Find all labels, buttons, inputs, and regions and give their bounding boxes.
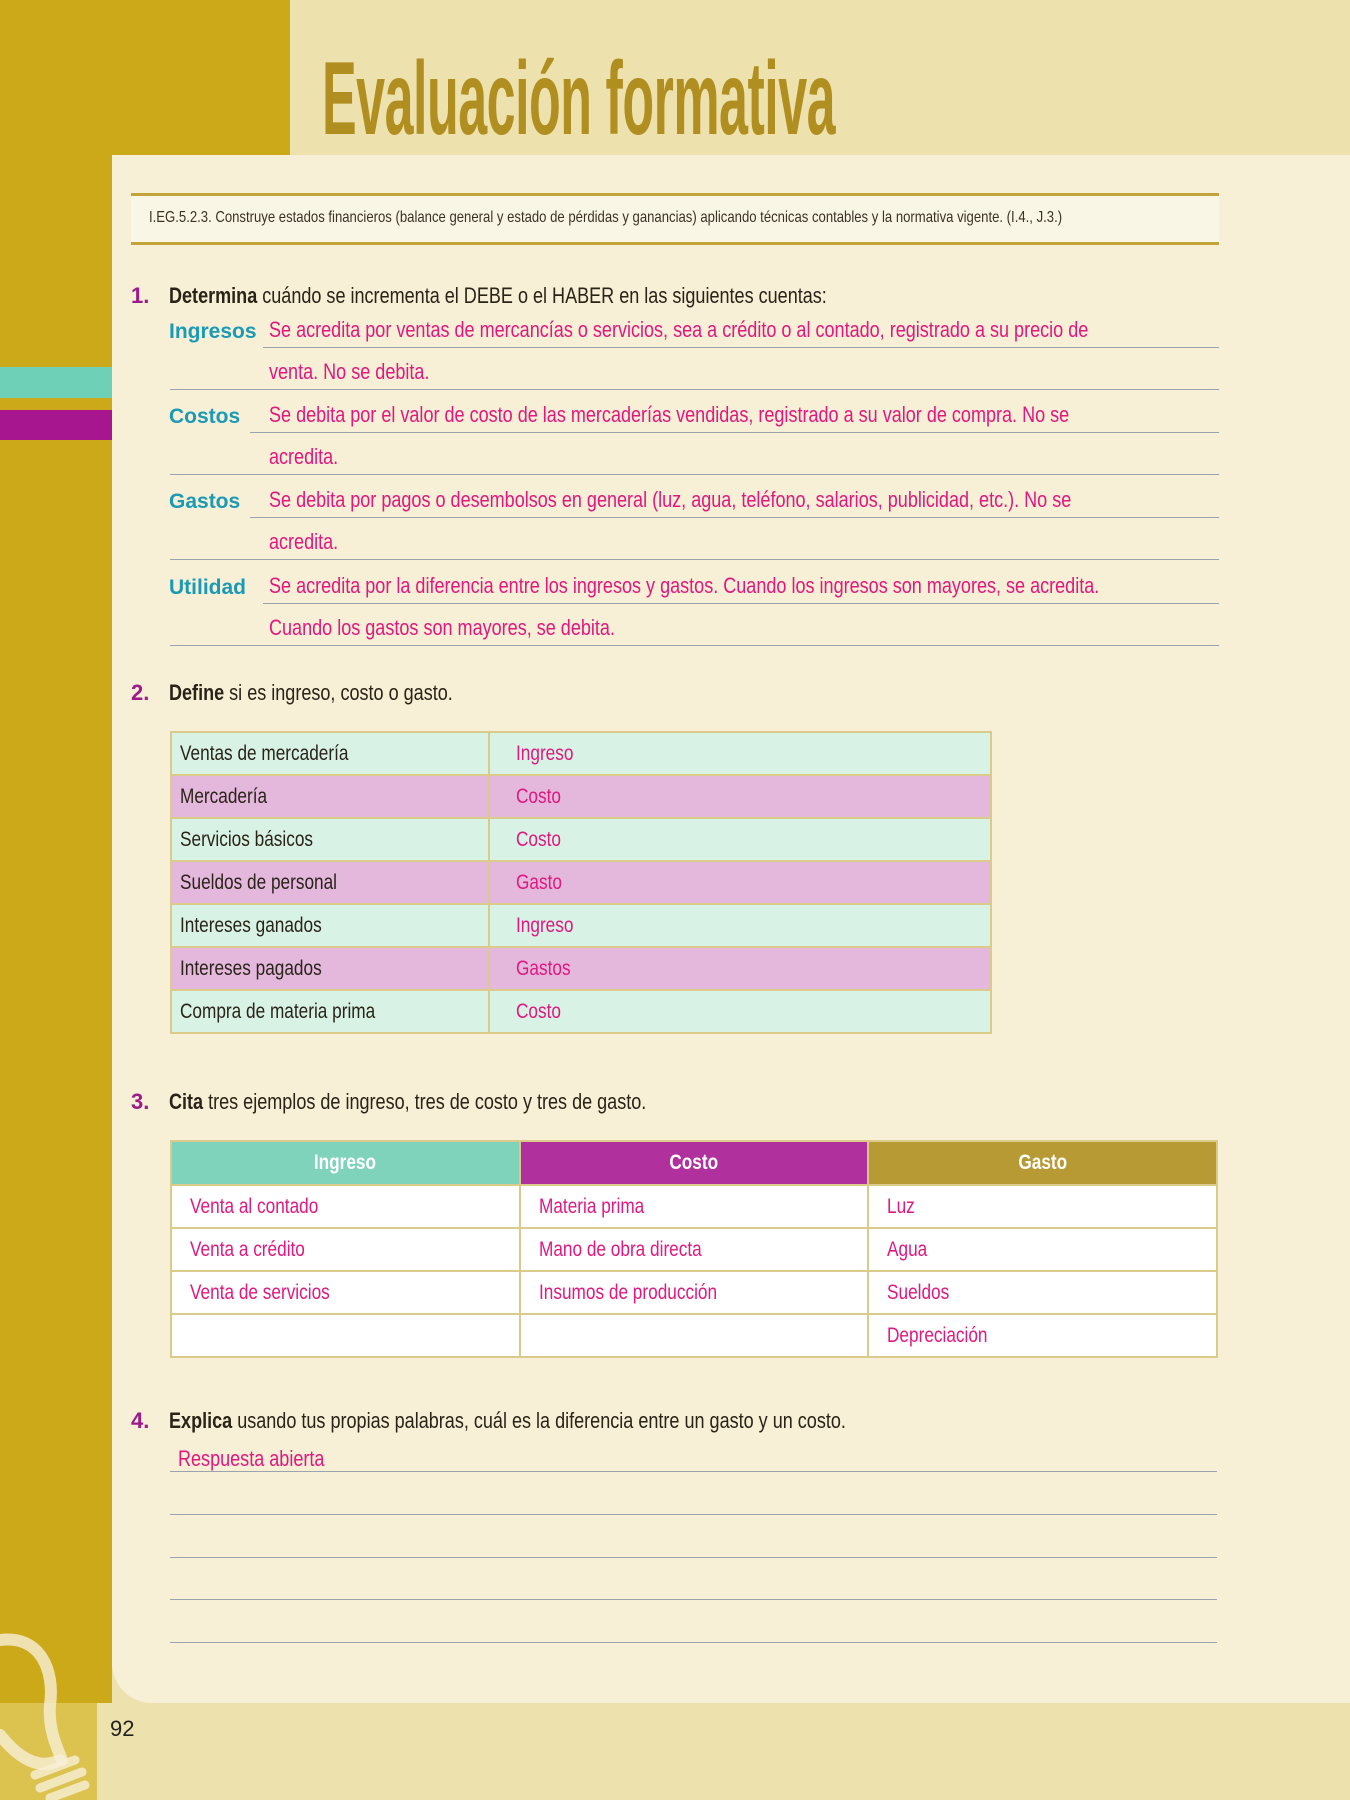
answer-line (170, 1557, 1217, 1558)
item-cell: Sueldos de personal (171, 861, 489, 904)
account-label: Utilidad (169, 576, 246, 599)
account-label: Costos (169, 405, 241, 428)
answer-cell[interactable]: Costo (489, 818, 991, 861)
answer-text[interactable]: Se acredita por la diferencia entre los ingresos y gastos. Cuando los ingresos son mayores, se acredita. (269, 573, 1100, 598)
answer-cell[interactable]: Ingreso (489, 732, 991, 775)
magenta-tab-marker (0, 410, 112, 440)
item-cell: Servicios básicos (171, 818, 489, 861)
page-title: Evaluación formativa (322, 41, 836, 157)
answer-line (170, 645, 1219, 646)
question-number: 3. (131, 1089, 150, 1114)
question-verb: Explica (169, 1408, 233, 1433)
question-verb: Determina (169, 283, 258, 308)
table-row (171, 1228, 1217, 1271)
examples-table (170, 1140, 1218, 1358)
table-row (171, 861, 991, 904)
table-row (171, 904, 991, 947)
answer-line (170, 389, 1219, 390)
item-cell: Compra de materia prima (171, 990, 489, 1033)
question-text: tres ejemplos de ingreso, tres de costo y tres de gasto. (203, 1089, 647, 1114)
item-cell: Intereses pagados (171, 947, 489, 990)
account-label: Ingresos (169, 320, 257, 343)
answer-cell[interactable]: Insumos de producción (520, 1271, 869, 1314)
item-cell: Ventas de mercadería (171, 732, 489, 775)
table-row (171, 818, 991, 861)
answer-cell[interactable]: Venta a crédito (171, 1228, 520, 1271)
left-gold-band (0, 0, 112, 1703)
answer-text[interactable]: venta. No se debita. (269, 359, 430, 384)
answer-line (170, 559, 1219, 560)
answer-line (170, 1471, 1217, 1472)
answer-cell[interactable]: Costo (489, 775, 991, 818)
answer-cell[interactable]: Mano de obra directa (520, 1228, 869, 1271)
answer-line (250, 432, 1219, 433)
answer-cell[interactable]: Venta de servicios (171, 1271, 520, 1314)
table-row (171, 1314, 1217, 1357)
answer-text[interactable]: Se debita por pagos o desembolsos en general (luz, agua, teléfono, salarios, publicidad, etc.). No se (269, 487, 1072, 512)
question-verb: Define (169, 680, 225, 705)
question-verb: Cita (169, 1089, 204, 1114)
question-number: 1. (131, 283, 150, 308)
column-header: Ingreso (171, 1141, 520, 1185)
answer-text[interactable]: Se acredita por ventas de mercancías o servicios, sea a crédito o al contado, registrado a su precio de (269, 317, 1089, 342)
account-label: Gastos (169, 490, 241, 513)
column-header: Costo (520, 1141, 869, 1185)
learning-outcome-box (131, 193, 1219, 245)
question-text: si es ingreso, costo o gasto. (224, 680, 453, 705)
page-number: 92 (110, 1716, 135, 1741)
answer-text[interactable]: Respuesta abierta (178, 1446, 325, 1471)
column-header: Gasto (868, 1141, 1217, 1185)
answer-line (263, 603, 1219, 604)
table-row (171, 947, 991, 990)
answer-text[interactable]: acredita. (269, 444, 339, 469)
question-text: usando tus propias palabras, cuál es la diferencia entre un gasto y un costo. (232, 1408, 846, 1433)
answer-cell[interactable] (171, 1314, 520, 1357)
classification-table (170, 731, 992, 1034)
answer-line (170, 1514, 1217, 1515)
item-cell: Mercadería (171, 775, 489, 818)
question-text: cuándo se incrementa el DEBE o el HABER en las siguientes cuentas: (257, 283, 827, 308)
answer-cell[interactable]: Agua (868, 1228, 1217, 1271)
top-gold-block (0, 0, 290, 155)
answer-cell[interactable]: Gasto (489, 861, 991, 904)
answer-cell[interactable]: Ingreso (489, 904, 991, 947)
item-cell: Intereses ganados (171, 904, 489, 947)
lightbulb-icon (0, 1610, 100, 1800)
answer-cell[interactable]: Depreciación (868, 1314, 1217, 1357)
answer-line (170, 474, 1219, 475)
table-row (171, 775, 991, 818)
question-number: 4. (131, 1408, 150, 1433)
teal-tab-marker (0, 367, 112, 398)
answer-text[interactable]: acredita. (269, 529, 339, 554)
table-row (171, 1185, 1217, 1228)
answer-cell[interactable] (520, 1314, 869, 1357)
answer-cell[interactable]: Venta al contado (171, 1185, 520, 1228)
learning-outcome-text: I.EG.5.2.3. Construye estados financieros (balance general y estado de pérdidas y ganancias) aplicando técnicas contables y la normativa vigente. (I.4., J.3.) (149, 209, 1063, 226)
answer-line (170, 1642, 1217, 1643)
answer-line (250, 517, 1219, 518)
answer-line (170, 1599, 1217, 1600)
answer-text[interactable]: Cuando los gastos son mayores, se debita. (269, 615, 615, 640)
answer-cell[interactable]: Gastos (489, 947, 991, 990)
answer-text[interactable]: Se debita por el valor de costo de las mercaderías vendidas, registrado a su valor de compra. No se (269, 402, 1070, 427)
question-number: 2. (131, 680, 150, 705)
table-row (171, 990, 991, 1033)
table-row (171, 1271, 1217, 1314)
answer-cell[interactable]: Sueldos (868, 1271, 1217, 1314)
answer-cell[interactable]: Materia prima (520, 1185, 869, 1228)
answer-cell[interactable]: Costo (489, 990, 991, 1033)
table-row (171, 732, 991, 775)
answer-line (263, 347, 1219, 348)
answer-cell[interactable]: Luz (868, 1185, 1217, 1228)
